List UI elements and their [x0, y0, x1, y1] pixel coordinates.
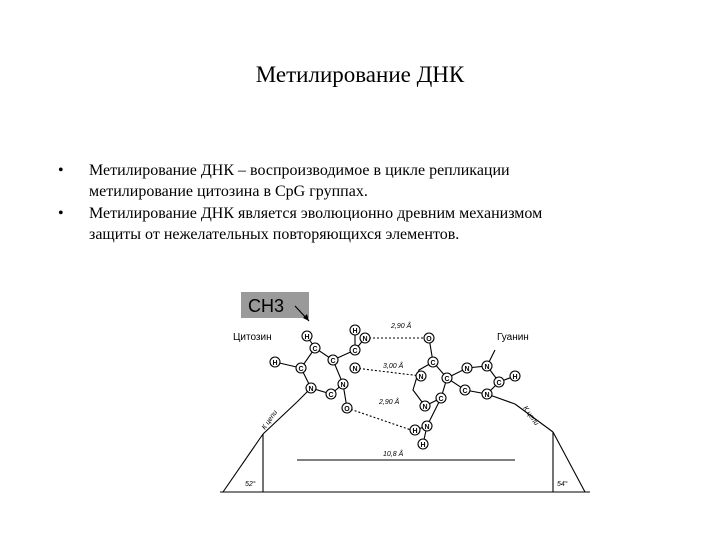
svg-text:H: H	[512, 374, 518, 381]
svg-text:N: N	[422, 404, 428, 411]
atom-c	[460, 385, 470, 395]
svg-text:N: N	[352, 366, 358, 373]
svg-text:H: H	[352, 328, 358, 335]
svg-text:N: N	[464, 366, 470, 373]
svg-text:H: H	[412, 428, 418, 435]
svg-text:C: C	[312, 346, 318, 353]
angle-left-label: 52°	[245, 481, 256, 488]
svg-text:H: H	[420, 442, 426, 449]
atom-n	[306, 383, 316, 393]
atom-n	[420, 401, 430, 411]
base-pair-diagram	[215, 284, 590, 506]
atom-h	[350, 325, 360, 335]
distance-middle-label: 3,00 Å	[383, 363, 404, 370]
bullet-text-line: защиты от нежелательных повторяющихся элементов.	[89, 226, 460, 243]
svg-text:O: O	[344, 406, 350, 413]
svg-text:N: N	[484, 364, 490, 371]
svg-text:C: C	[438, 396, 444, 403]
atom-o	[342, 403, 352, 413]
atom-h	[302, 331, 312, 341]
distance-top-label: 2,90 Å	[391, 323, 412, 330]
svg-text:H: H	[304, 334, 310, 341]
svg-text:C: C	[444, 376, 450, 383]
svg-text:C: C	[496, 380, 502, 387]
atom-h	[410, 425, 420, 435]
atom-c	[310, 343, 320, 353]
svg-text:N: N	[418, 374, 424, 381]
atom-o	[424, 333, 434, 343]
atom-c	[494, 377, 504, 387]
bullet-text-line: Метилирование ДНК – воспроизводимое в цикле репликации	[89, 162, 510, 179]
bullet-marker: •	[58, 162, 64, 179]
svg-text:C: C	[298, 366, 304, 373]
svg-text:C: C	[430, 360, 436, 367]
chain-right-label: К цепи	[521, 405, 540, 427]
atom-c	[326, 389, 336, 399]
atom-h	[510, 371, 520, 381]
distance-bottom-label: 2,90 Å	[379, 399, 400, 406]
bullet-text-line: метилирование цитозина в CpG группах.	[89, 183, 368, 200]
bullet-marker: •	[58, 205, 64, 222]
chain-left-label: К цепи	[260, 409, 280, 432]
atom-h	[270, 357, 280, 367]
svg-text:C: C	[328, 392, 334, 399]
methyl-label: CH3	[248, 296, 285, 316]
atom-n	[416, 371, 426, 381]
atom-n	[462, 363, 472, 373]
distance-base-label: 10,8 Å	[383, 451, 404, 458]
svg-text:H: H	[272, 360, 278, 367]
svg-text:C: C	[352, 348, 358, 355]
atom-c	[436, 393, 446, 403]
bullet-text-line: Метилирование ДНК является эволюционно древним механизмом	[89, 205, 543, 222]
cpg-base-pair-figure	[215, 284, 590, 506]
bullet-item	[58, 203, 658, 245]
atom-c	[296, 363, 306, 373]
atom-n	[422, 421, 432, 431]
atom-n	[482, 361, 492, 371]
atom-c	[428, 357, 438, 367]
svg-text:C: C	[462, 388, 468, 395]
svg-text:C: C	[330, 358, 336, 365]
svg-text:N: N	[362, 336, 368, 343]
atom-n	[350, 363, 360, 373]
svg-text:N: N	[424, 424, 430, 431]
bullet-item	[58, 160, 658, 202]
methyl-group-box	[241, 292, 309, 321]
bullet-list	[58, 160, 658, 246]
slide-title: Метилирование ДНК	[255, 62, 465, 87]
guanine-label: Гуанин	[497, 332, 529, 343]
svg-text:N: N	[340, 382, 346, 389]
cytosine-label: Цитозин	[233, 332, 272, 343]
angle-right-label: 54°	[557, 481, 568, 488]
atom-c	[350, 345, 360, 355]
svg-text:O: O	[426, 336, 432, 343]
atom-c	[442, 373, 452, 383]
atom-n	[360, 333, 370, 343]
svg-text:N: N	[308, 386, 314, 393]
atom-n	[338, 379, 348, 389]
atom-h	[418, 439, 428, 449]
atom-c	[328, 355, 338, 365]
svg-text:N: N	[484, 392, 490, 399]
atom-n	[482, 389, 492, 399]
